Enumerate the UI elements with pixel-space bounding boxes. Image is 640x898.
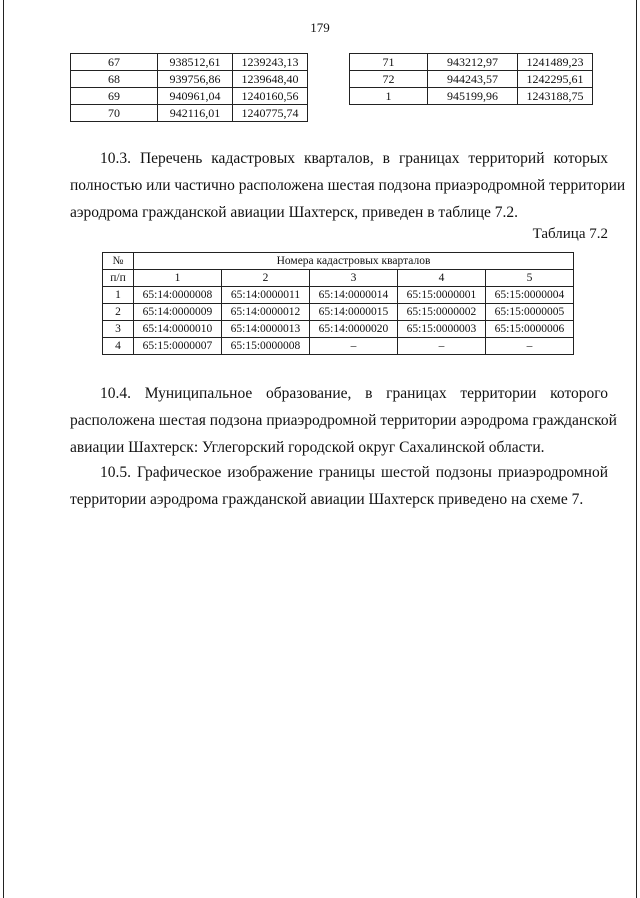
cadastral-number-cell: 65:15:0000006 <box>486 321 574 338</box>
table-row <box>103 304 574 321</box>
point-number-cell: 69 <box>71 88 158 105</box>
cadastral-number-cell: 65:15:0000002 <box>398 304 486 321</box>
cadastral-number-cell: 65:14:0000009 <box>134 304 222 321</box>
row-number-cell: 4 <box>103 338 134 355</box>
paragraph-line: расположена шестая подзона приаэродромной территории аэродрома гражданской <box>70 412 617 429</box>
y-coordinate-cell: 1240775,74 <box>233 105 308 122</box>
paragraph-line: аэродрома гражданской авиации Шахтерск, приведен в таблице 7.2. <box>70 204 519 221</box>
x-coordinate-cell: 939756,86 <box>158 71 233 88</box>
cadastral-number-cell: 65:15:0000007 <box>134 338 222 355</box>
paragraph-line: территории аэродрома гражданской авиации Шахтерск приведено на схеме 7. <box>70 491 584 508</box>
cadastral-quarters-table <box>102 252 574 355</box>
cadastral-number-cell: – <box>310 338 398 355</box>
cadastral-number-cell: – <box>486 338 574 355</box>
point-number-cell: 68 <box>71 71 158 88</box>
section-10-3-paragraph <box>70 145 626 226</box>
cadastral-number-cell: 65:14:0000011 <box>222 287 310 304</box>
section-10-4-paragraph <box>70 380 617 461</box>
cadastral-number-cell: 65:15:0000005 <box>486 304 574 321</box>
y-coordinate-cell: 1243188,75 <box>518 88 593 105</box>
cadastral-number-cell: 65:14:0000015 <box>310 304 398 321</box>
y-coordinate-cell: 1240160,56 <box>233 88 308 105</box>
column-number: 3 <box>310 270 398 287</box>
paragraph-line: 10.4. Муниципальное образование, в границах территории которого <box>100 385 608 402</box>
paragraph-line: полностью или частично расположена шестая подзона приаэродромной территории <box>70 177 626 194</box>
coordinates-table-right <box>349 53 593 105</box>
point-number-cell: 72 <box>350 71 428 88</box>
section-10-5-paragraph <box>70 459 608 513</box>
coordinate-row <box>71 71 308 88</box>
column-number: 1 <box>134 270 222 287</box>
y-coordinate-cell: 1239243,13 <box>233 54 308 71</box>
row-number-cell: 3 <box>103 321 134 338</box>
x-coordinate-cell: 943212,97 <box>428 54 518 71</box>
coordinate-row <box>350 71 593 88</box>
row-number-cell: 1 <box>103 287 134 304</box>
coordinates-table-left <box>70 53 308 122</box>
cadastral-number-cell: 65:14:0000010 <box>134 321 222 338</box>
paragraph-line: авиации Шахтерск: Углегорский городской округ Сахалинской области. <box>70 439 545 456</box>
x-coordinate-cell: 944243,57 <box>428 71 518 88</box>
cadastral-number-cell: 65:14:0000013 <box>222 321 310 338</box>
coordinate-row <box>71 54 308 71</box>
cadastral-number-cell: 65:15:0000001 <box>398 287 486 304</box>
header-group: Номера кадастровых кварталов <box>134 253 574 270</box>
page-number: 179 <box>310 20 330 35</box>
point-number-cell: 1 <box>350 88 428 105</box>
y-coordinate-cell: 1241489,23 <box>518 54 593 71</box>
x-coordinate-cell: 945199,96 <box>428 88 518 105</box>
header-number: № <box>103 253 134 270</box>
table-row <box>103 338 574 355</box>
table-row <box>103 321 574 338</box>
paragraph-line: 10.3. Перечень кадастровых кварталов, в границах территорий которых <box>100 150 608 167</box>
x-coordinate-cell: 940961,04 <box>158 88 233 105</box>
coordinate-row <box>71 105 308 122</box>
column-number: 2 <box>222 270 310 287</box>
cadastral-number-cell: 65:15:0000004 <box>486 287 574 304</box>
point-number-cell: 67 <box>71 54 158 71</box>
cadastral-number-cell: 65:15:0000008 <box>222 338 310 355</box>
page-border-right <box>636 0 637 898</box>
cadastral-number-cell: 65:14:0000012 <box>222 304 310 321</box>
row-number-cell: 2 <box>103 304 134 321</box>
cadastral-number-cell: 65:15:0000003 <box>398 321 486 338</box>
x-coordinate-cell: 938512,61 <box>158 54 233 71</box>
cadastral-number-cell: 65:14:0000008 <box>134 287 222 304</box>
point-number-cell: 71 <box>350 54 428 71</box>
y-coordinate-cell: 1242295,61 <box>518 71 593 88</box>
cadastral-number-cell: – <box>398 338 486 355</box>
coordinate-row <box>350 54 593 71</box>
coordinate-row <box>350 88 593 105</box>
table-row <box>103 287 574 304</box>
column-number: 5 <box>486 270 574 287</box>
header-pp: п/п <box>103 270 134 287</box>
cadastral-number-cell: 65:14:0000020 <box>310 321 398 338</box>
y-coordinate-cell: 1239648,40 <box>233 71 308 88</box>
column-number: 4 <box>398 270 486 287</box>
page-border-left <box>3 0 4 898</box>
table-caption: Таблица 7.2 <box>532 226 608 242</box>
paragraph-line: 10.5. Графическое изображение границы шестой подзоны приаэродромной <box>100 464 608 481</box>
x-coordinate-cell: 942116,01 <box>158 105 233 122</box>
cadastral-number-cell: 65:14:0000014 <box>310 287 398 304</box>
coordinate-row <box>71 88 308 105</box>
point-number-cell: 70 <box>71 105 158 122</box>
